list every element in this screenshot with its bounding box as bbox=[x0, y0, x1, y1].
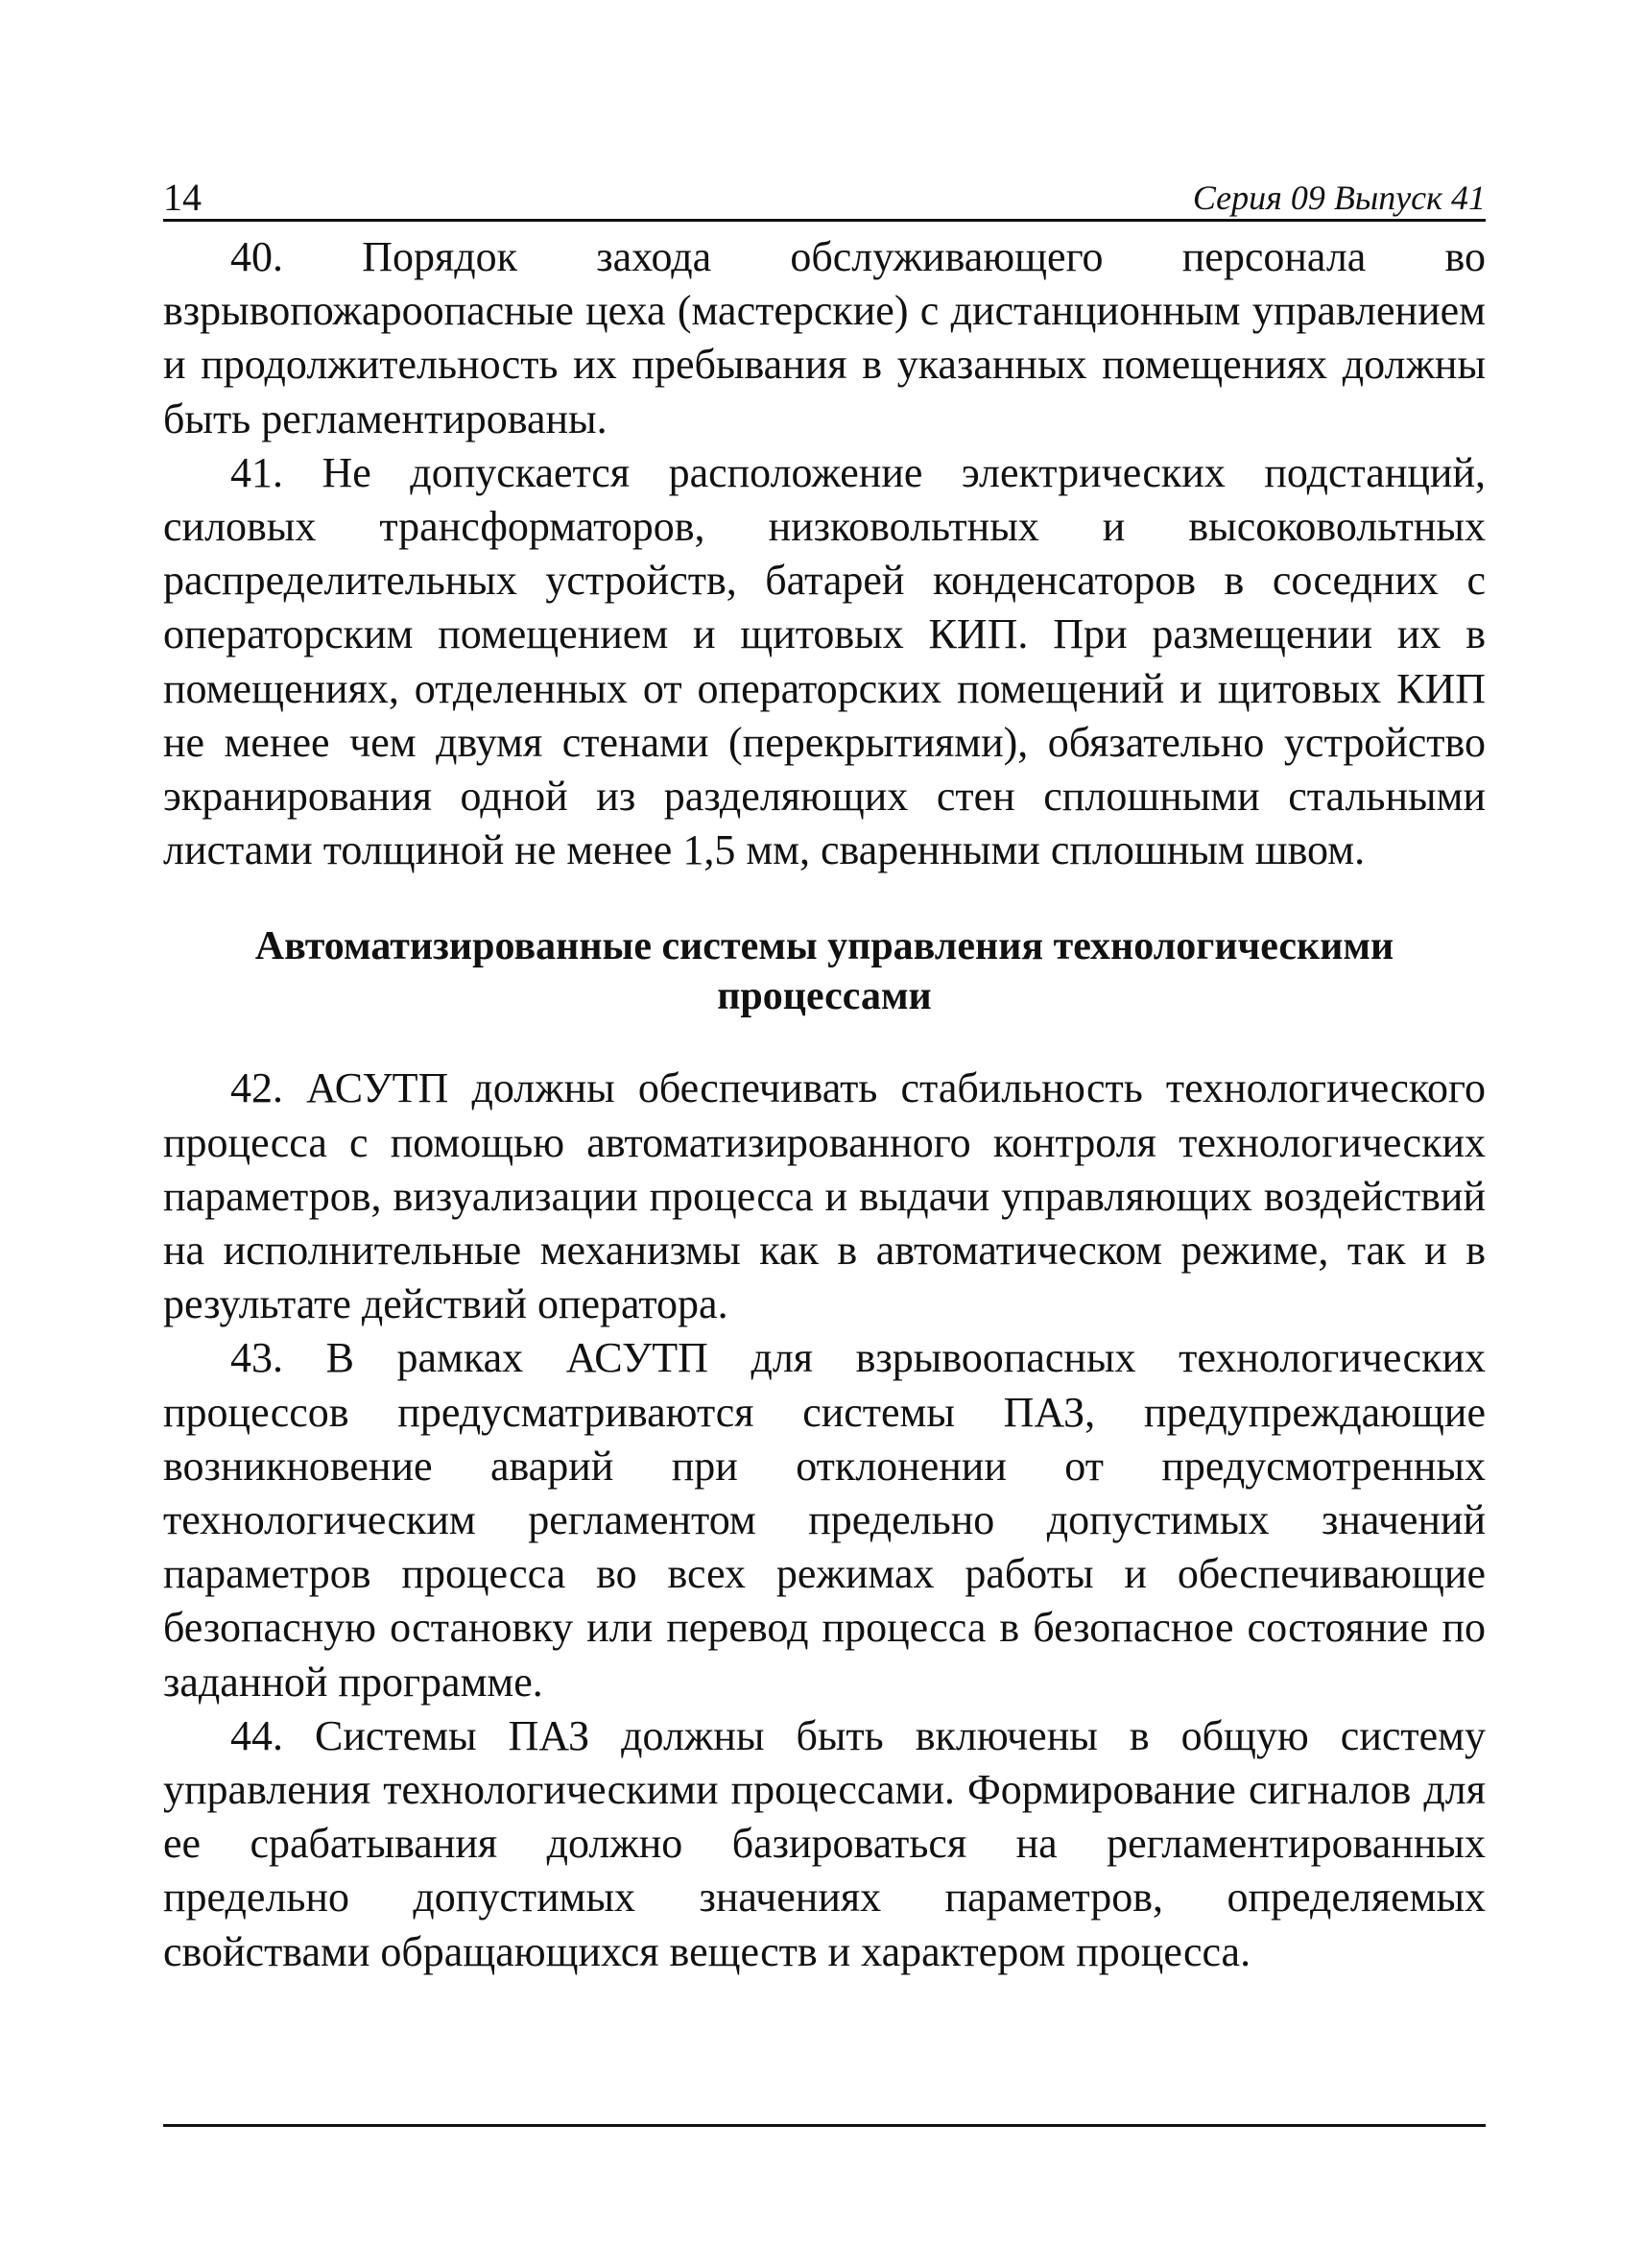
running-head: Серия 09 Выпуск 41 bbox=[1192, 179, 1486, 217]
page-header bbox=[163, 163, 1486, 222]
paragraph-44: 44. Системы ПАЗ должны быть включены в общую систему управления технологическими процессами. Формирование сигналов для ее срабатывания должно базироваться на регламентированных предельно допустимых значениях параметров, определяемых свойствами обращающихся веществ и характером процесса. bbox=[163, 1711, 1486, 1975]
paragraph-40: 40. Порядок захода обслуживающего персонала во взрывопожароопасные цеха (мастерские) с дистанционным управлением и продолжительность их пребывания в указанных помещениях должны быть регламентированы. bbox=[163, 233, 1486, 442]
paragraph-41: 41. Не допускается расположение электрических подстанций, силовых трансформаторов, низковольтных и высоковольтных распределительных устройств, батарей конденсаторов в соседних с операторским помещением и щитовых КИП. При размещении их в помещениях, отделенных от операторских помещений и щитовых КИП не менее чем двумя стенами (перекрытиями), обязательно устройство экранирования одной из разделяющих стен сплошными стальными листами толщиной не менее 1,5 мм, сваренными сплошным швом. bbox=[163, 448, 1486, 874]
paragraph-42: 42. АСУТП должны обеспечивать стабильность технологического процесса с помощью автоматизированного контроля технологических параметров, визуализации процесса и выдачи управляющих воздействий на исполнительные механизмы как в автоматическом режиме, так и в результате действий оператора. bbox=[163, 1064, 1486, 1328]
section-heading: Автоматизированные системы управления технологическими процессами bbox=[254, 924, 1394, 1019]
paragraph-43: 43. В рамках АСУТП для взрывоопасных технологических процессов предусматриваются системы ПАЗ, предупреждающие возникновение аварий при отклонении от предусмотренных технологическим регламентом предельно допустимых значений параметров процесса во всех режимах работы и обеспечивающие безопасную остановку или перевод процесса в безопасное состояние по заданной программе. bbox=[163, 1334, 1486, 1706]
page-number: 14 bbox=[163, 176, 202, 219]
page-body bbox=[163, 230, 1486, 1979]
bottom-rule bbox=[163, 2124, 1486, 2127]
